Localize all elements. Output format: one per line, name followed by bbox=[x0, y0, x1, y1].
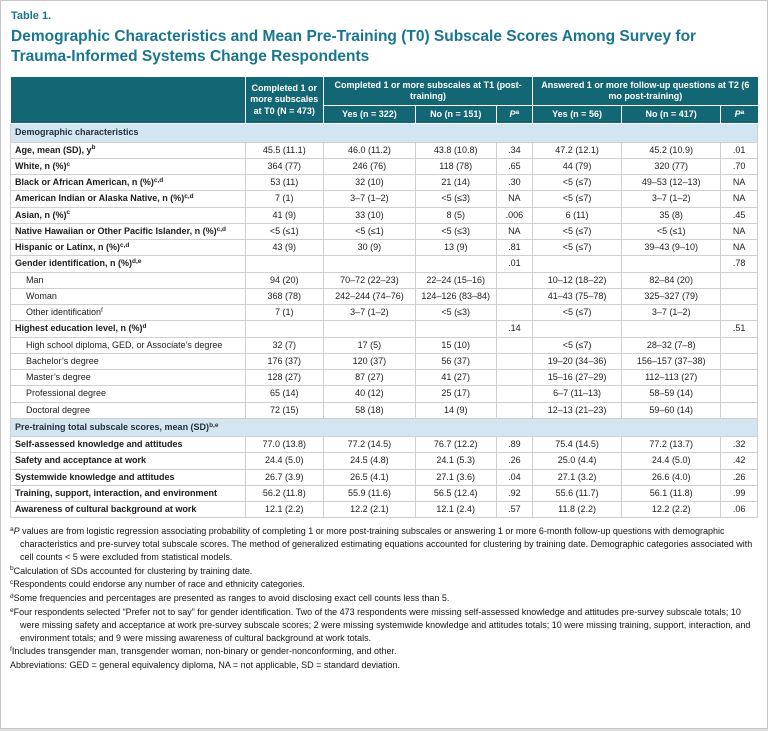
cell-value: .006 bbox=[496, 207, 533, 223]
table-row bbox=[11, 453, 758, 469]
cell-value: <5 (≤7) bbox=[533, 223, 622, 239]
cell-value: 43.8 (10.8) bbox=[415, 142, 496, 158]
cell-value: 118 (78) bbox=[415, 158, 496, 174]
cell-value bbox=[245, 256, 323, 272]
table-label: Table 1. bbox=[11, 10, 52, 22]
cell-value: <5 (≤7) bbox=[533, 175, 622, 191]
cell-value: 15–16 (27–29) bbox=[533, 370, 622, 386]
cell-value bbox=[721, 305, 758, 321]
footnotes bbox=[10, 525, 758, 671]
cell-value: 27.1 (3.2) bbox=[533, 469, 622, 485]
cell-value bbox=[323, 321, 415, 337]
row-label: Man bbox=[11, 272, 246, 288]
row-label: Self-assessed knowledge and attitudes bbox=[11, 437, 246, 453]
row-label: Highest education level, n (%)$^d$ bbox=[11, 321, 246, 337]
row-label: Awareness of cultural background at work bbox=[11, 502, 246, 518]
table-row bbox=[11, 223, 758, 239]
col-header-t2-no: No (n = 417) bbox=[622, 106, 721, 124]
cell-value bbox=[415, 321, 496, 337]
table-row bbox=[11, 386, 758, 402]
col-group-t2: Answered 1 or more follow-up questions at T2 (6 mo post-training) bbox=[533, 76, 758, 106]
footnote: $^c$Respondents could endorse any number of race and ethnicity categories. bbox=[10, 579, 305, 590]
cell-value: .57 bbox=[496, 502, 533, 518]
col-header-t1-yes: Yes (n = 322) bbox=[323, 106, 415, 124]
row-label: Other identification$^f$ bbox=[11, 305, 246, 321]
section-header-row bbox=[11, 418, 758, 436]
cell-value: 39–43 (9–10) bbox=[622, 240, 721, 256]
cell-value: 45.2 (10.9) bbox=[622, 142, 721, 158]
cell-value: 45.5 (11.1) bbox=[245, 142, 323, 158]
cell-value: .51 bbox=[721, 321, 758, 337]
col-header-t0: Completed 1 or more subscales at T0 (N = 473) bbox=[245, 76, 323, 124]
col-header-p-value-t2: $P^a$ bbox=[721, 106, 758, 124]
cell-value: 364 (77) bbox=[245, 158, 323, 174]
cell-value: 17 (5) bbox=[323, 337, 415, 353]
row-label: High school diploma, GED, or Associate’s degree bbox=[11, 337, 246, 353]
cell-value bbox=[496, 402, 533, 418]
cell-value bbox=[496, 370, 533, 386]
table-row bbox=[11, 353, 758, 369]
cell-value: .99 bbox=[721, 485, 758, 501]
cell-value: 87 (27) bbox=[323, 370, 415, 386]
cell-value: 76.7 (12.2) bbox=[415, 437, 496, 453]
cell-value: 56 (37) bbox=[415, 353, 496, 369]
cell-value: 46.0 (11.2) bbox=[323, 142, 415, 158]
cell-value: .30 bbox=[496, 175, 533, 191]
cell-value: 15 (10) bbox=[415, 337, 496, 353]
cell-value: 94 (20) bbox=[245, 272, 323, 288]
col-header-t2-yes: Yes (n = 56) bbox=[533, 106, 622, 124]
cell-value: <5 (≤1) bbox=[622, 223, 721, 239]
col-group-t1: Completed 1 or more subscales at T1 (post-training) bbox=[323, 76, 532, 106]
cell-value: 82–84 (20) bbox=[622, 272, 721, 288]
cell-value: <5 (≤7) bbox=[533, 337, 622, 353]
cell-value: NA bbox=[721, 191, 758, 207]
table-row bbox=[11, 207, 758, 223]
cell-value: .65 bbox=[496, 158, 533, 174]
cell-value: 3–7 (1–2) bbox=[323, 191, 415, 207]
cell-value: 12.1 (2.4) bbox=[415, 502, 496, 518]
cell-value bbox=[721, 288, 758, 304]
cell-value: 3–7 (1–2) bbox=[622, 191, 721, 207]
header-corner-cell bbox=[11, 76, 246, 124]
footnote: $^f$Includes transgender man, transgender woman, non-binary or gender-nonconforming, and other. bbox=[10, 646, 397, 657]
cell-value: 242–244 (74–76) bbox=[323, 288, 415, 304]
cell-value: 124–126 (83–84) bbox=[415, 288, 496, 304]
cell-value: 32 (10) bbox=[323, 175, 415, 191]
cell-value: 11.8 (2.2) bbox=[533, 502, 622, 518]
row-label: Age, mean (SD), $y^b$ bbox=[11, 142, 246, 158]
cell-value: 41–43 (75–78) bbox=[533, 288, 622, 304]
cell-value bbox=[496, 305, 533, 321]
cell-value: 6 (11) bbox=[533, 207, 622, 223]
cell-value: 12.1 (2.2) bbox=[245, 502, 323, 518]
cell-value: NA bbox=[496, 223, 533, 239]
table-body bbox=[11, 124, 758, 518]
table-row bbox=[11, 437, 758, 453]
cell-value: 120 (37) bbox=[323, 353, 415, 369]
cell-value: 6–7 (11–13) bbox=[533, 386, 622, 402]
cell-value: 12.2 (2.2) bbox=[622, 502, 721, 518]
cell-value: 40 (12) bbox=[323, 386, 415, 402]
cell-value bbox=[721, 353, 758, 369]
footnote: $^e$Four respondents selected “Prefer not to say” for gender identification. Two of the 473 respondents were missing self-assessed knowledge and attitudes pre-survey subscale totals; 10 were missing safety and acceptance at work pre-survey subscale scores; 2 were missing systemwide knowledge and attitudes totals; 10 were missing training, support, interaction, and environment totals; and 9 were missing awareness of cultural background at work totals. bbox=[10, 606, 751, 643]
table-row bbox=[11, 191, 758, 207]
cell-value: <5 (≤1) bbox=[323, 223, 415, 239]
cell-value: 24.4 (5.0) bbox=[622, 453, 721, 469]
cell-value: NA bbox=[496, 191, 533, 207]
cell-value bbox=[415, 256, 496, 272]
cell-value: 156–157 (37–38) bbox=[622, 353, 721, 369]
cell-value: NA bbox=[721, 223, 758, 239]
row-label: Gender identification, n (%)$^{d,e}$ bbox=[11, 256, 246, 272]
row-label: Training, support, interaction, and environment bbox=[11, 485, 246, 501]
table-row bbox=[11, 288, 758, 304]
cell-value: 41 (9) bbox=[245, 207, 323, 223]
cell-value: 19–20 (34–36) bbox=[533, 353, 622, 369]
cell-value: 27.1 (3.6) bbox=[415, 469, 496, 485]
table-title: Demographic Characteristics and Mean Pre-Training (T0) Subscale Scores Among Survey for Trauma-Informed Systems Change Respondents bbox=[11, 28, 697, 65]
cell-value: 12–13 (21–23) bbox=[533, 402, 622, 418]
cell-value: 58 (18) bbox=[323, 402, 415, 418]
cell-value: <5 (≤3) bbox=[415, 191, 496, 207]
cell-value: 246 (76) bbox=[323, 158, 415, 174]
cell-value: 65 (14) bbox=[245, 386, 323, 402]
cell-value bbox=[323, 256, 415, 272]
cell-value bbox=[622, 321, 721, 337]
cell-value: 35 (8) bbox=[622, 207, 721, 223]
table-row bbox=[11, 502, 758, 518]
cell-value bbox=[721, 386, 758, 402]
table-row bbox=[11, 142, 758, 158]
cell-value: 325–327 (79) bbox=[622, 288, 721, 304]
cell-value: 33 (10) bbox=[323, 207, 415, 223]
cell-value: 3–7 (1–2) bbox=[622, 305, 721, 321]
col-header-p-value-t1: $P^a$ bbox=[496, 106, 533, 124]
cell-value: 25 (17) bbox=[415, 386, 496, 402]
cell-value: <5 (≤3) bbox=[415, 305, 496, 321]
row-label: Doctoral degree bbox=[11, 402, 246, 418]
cell-value: 25.0 (4.4) bbox=[533, 453, 622, 469]
cell-value: 77.2 (14.5) bbox=[323, 437, 415, 453]
cell-value: 49–53 (12–13) bbox=[622, 175, 721, 191]
cell-value bbox=[622, 256, 721, 272]
cell-value: 28–32 (7–8) bbox=[622, 337, 721, 353]
cell-value: 7 (1) bbox=[245, 305, 323, 321]
cell-value: 70–72 (22–23) bbox=[323, 272, 415, 288]
table-row bbox=[11, 272, 758, 288]
cell-value: 32 (7) bbox=[245, 337, 323, 353]
table-row bbox=[11, 305, 758, 321]
row-label: White, n (%)$^c$ bbox=[11, 158, 246, 174]
cell-value bbox=[721, 272, 758, 288]
row-label: Professional degree bbox=[11, 386, 246, 402]
cell-value: 368 (78) bbox=[245, 288, 323, 304]
cell-value: .26 bbox=[721, 469, 758, 485]
cell-value: <5 (≤1) bbox=[245, 223, 323, 239]
cell-value: 44 (79) bbox=[533, 158, 622, 174]
cell-value: 7 (1) bbox=[245, 191, 323, 207]
cell-value: 14 (9) bbox=[415, 402, 496, 418]
cell-value: .34 bbox=[496, 142, 533, 158]
row-label: Hispanic or Latinx, n (%)$^{c,d}$ bbox=[11, 240, 246, 256]
row-label: American Indian or Alaska Native, n (%)$^{c,d}$ bbox=[11, 191, 246, 207]
col-header-t1-no: No (n = 151) bbox=[415, 106, 496, 124]
table-row bbox=[11, 469, 758, 485]
cell-value: NA bbox=[721, 240, 758, 256]
cell-value: 12.2 (2.1) bbox=[323, 502, 415, 518]
cell-value: 77.0 (13.8) bbox=[245, 437, 323, 453]
cell-value: <5 (≤7) bbox=[533, 305, 622, 321]
cell-value: .14 bbox=[496, 321, 533, 337]
cell-value: .92 bbox=[496, 485, 533, 501]
cell-value: .01 bbox=[496, 256, 533, 272]
cell-value: 72 (15) bbox=[245, 402, 323, 418]
table-row bbox=[11, 175, 758, 191]
cell-value: 56.2 (11.8) bbox=[245, 485, 323, 501]
cell-value: 53 (11) bbox=[245, 175, 323, 191]
table-row bbox=[11, 240, 758, 256]
cell-value: 8 (5) bbox=[415, 207, 496, 223]
row-label: Systemwide knowledge and attitudes bbox=[11, 469, 246, 485]
cell-value: .89 bbox=[496, 437, 533, 453]
row-label: Native Hawaiian or Other Pacific Islander, n (%)$^{c,d}$ bbox=[11, 223, 246, 239]
section-title: Demographic characteristics bbox=[11, 124, 758, 142]
row-label: Asian, n (%)$^c$ bbox=[11, 207, 246, 223]
cell-value: .01 bbox=[721, 142, 758, 158]
cell-value: 58–59 (14) bbox=[622, 386, 721, 402]
cell-value: .70 bbox=[721, 158, 758, 174]
cell-value: 10–12 (18–22) bbox=[533, 272, 622, 288]
cell-value: <5 (≤3) bbox=[415, 223, 496, 239]
table-row bbox=[11, 256, 758, 272]
cell-value: 77.2 (13.7) bbox=[622, 437, 721, 453]
row-label: Bachelor’s degree bbox=[11, 353, 246, 369]
cell-value: 56.1 (11.8) bbox=[622, 485, 721, 501]
cell-value: 47.2 (12.1) bbox=[533, 142, 622, 158]
cell-value bbox=[533, 321, 622, 337]
cell-value: .42 bbox=[721, 453, 758, 469]
data-table bbox=[10, 76, 758, 519]
cell-value: 13 (9) bbox=[415, 240, 496, 256]
cell-value: .06 bbox=[721, 502, 758, 518]
section-header-row bbox=[11, 124, 758, 142]
row-label: Safety and acceptance at work bbox=[11, 453, 246, 469]
cell-value: NA bbox=[721, 175, 758, 191]
cell-value bbox=[721, 402, 758, 418]
cell-value: .26 bbox=[496, 453, 533, 469]
cell-value: 26.6 (4.0) bbox=[622, 469, 721, 485]
cell-value: .04 bbox=[496, 469, 533, 485]
cell-value: 24.5 (4.8) bbox=[323, 453, 415, 469]
cell-value bbox=[496, 386, 533, 402]
cell-value: 26.5 (4.1) bbox=[323, 469, 415, 485]
cell-value bbox=[496, 353, 533, 369]
table-row bbox=[11, 158, 758, 174]
row-label: Woman bbox=[11, 288, 246, 304]
cell-value: 3–7 (1–2) bbox=[323, 305, 415, 321]
row-label: Master’s degree bbox=[11, 370, 246, 386]
cell-value: 320 (77) bbox=[622, 158, 721, 174]
footnote: $^a$P values are from logistic regression associating probability of completing 1 or more post-training subscales or answering 1 or more 6-month follow-up questions with demographic characteristics and pre-survey total subscale scores. The method of generalized estimating equations accounted for clustering by training date. Demographic categories associated with cell counts < 5 were excluded from statistical models. bbox=[10, 526, 753, 562]
cell-value: 24.4 (5.0) bbox=[245, 453, 323, 469]
cell-value: 75.4 (14.5) bbox=[533, 437, 622, 453]
table-header bbox=[11, 76, 758, 124]
footnote: $^d$Some frequencies and percentages are presented as ranges to avoid disclosing exact cell counts less than 5. bbox=[10, 592, 450, 604]
footnote: $^b$Calculation of SDs accounted for clustering by training date. bbox=[10, 565, 253, 576]
cell-value bbox=[496, 272, 533, 288]
cell-value: 56.5 (12.4) bbox=[415, 485, 496, 501]
cell-value: 59–60 (14) bbox=[622, 402, 721, 418]
cell-value: 30 (9) bbox=[323, 240, 415, 256]
cell-value bbox=[533, 256, 622, 272]
cell-value: 55.6 (11.7) bbox=[533, 485, 622, 501]
cell-value bbox=[496, 337, 533, 353]
cell-value bbox=[496, 288, 533, 304]
cell-value: 55.9 (11.6) bbox=[323, 485, 415, 501]
cell-value: 22–24 (15–16) bbox=[415, 272, 496, 288]
cell-value: 176 (37) bbox=[245, 353, 323, 369]
cell-value bbox=[721, 337, 758, 353]
cell-value: 26.7 (3.9) bbox=[245, 469, 323, 485]
cell-value: 112–113 (27) bbox=[622, 370, 721, 386]
cell-value: 21 (14) bbox=[415, 175, 496, 191]
cell-value: 128 (27) bbox=[245, 370, 323, 386]
cell-value bbox=[721, 370, 758, 386]
header-group-row bbox=[11, 76, 758, 106]
footnote: Abbreviations: GED = general equivalency diploma, NA = not applicable, SD = standard deviation. bbox=[10, 660, 400, 671]
cell-value: .45 bbox=[721, 207, 758, 223]
table-row bbox=[11, 485, 758, 501]
cell-value bbox=[245, 321, 323, 337]
table-row bbox=[11, 402, 758, 418]
row-label: Black or African American, n (%)$^{c,d}$ bbox=[11, 175, 246, 191]
cell-value: <5 (≤7) bbox=[533, 191, 622, 207]
cell-value: <5 (≤7) bbox=[533, 240, 622, 256]
cell-value: 24.1 (5.3) bbox=[415, 453, 496, 469]
cell-value: 41 (27) bbox=[415, 370, 496, 386]
cell-value: 43 (9) bbox=[245, 240, 323, 256]
table-row bbox=[11, 321, 758, 337]
cell-value: .81 bbox=[496, 240, 533, 256]
table-row bbox=[11, 370, 758, 386]
cell-value: .78 bbox=[721, 256, 758, 272]
cell-value: .32 bbox=[721, 437, 758, 453]
section-title: Pre-training total subscale scores, mean (SD)$^{b,e}$ bbox=[11, 418, 758, 436]
table-row bbox=[11, 337, 758, 353]
